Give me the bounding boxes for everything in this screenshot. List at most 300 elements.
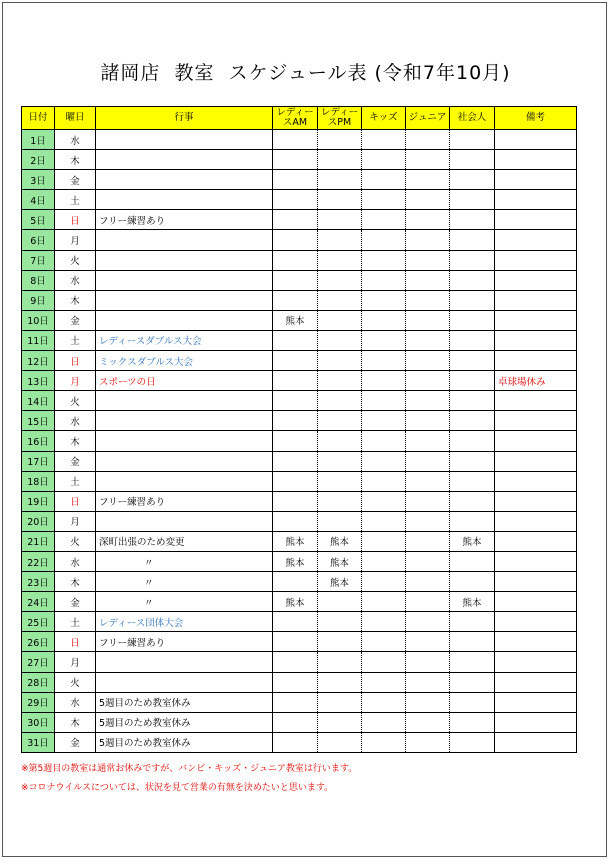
table-row [22, 351, 577, 371]
ladies-am-cell [273, 411, 318, 431]
remarks-cell [495, 732, 577, 752]
junior-cell [406, 210, 450, 230]
adult-cell [450, 411, 495, 431]
kids-cell [362, 391, 406, 411]
event-cell [96, 672, 273, 692]
day-cell: 27日 [22, 652, 55, 672]
day-cell: 8日 [22, 270, 55, 290]
table-row [22, 250, 577, 270]
event-cell: レディースダブルス大会 [96, 330, 273, 350]
ladies-am-cell [273, 170, 318, 190]
ladies-am-cell [273, 471, 318, 491]
ladies-pm-cell [318, 451, 362, 471]
remarks-cell [495, 411, 577, 431]
event-cell [96, 250, 273, 270]
table-row [22, 310, 577, 330]
ladies-am-cell [273, 190, 318, 210]
day-cell: 7日 [22, 250, 55, 270]
table-row [22, 491, 577, 511]
kids-cell [362, 491, 406, 511]
junior-cell [406, 471, 450, 491]
adult-cell [450, 572, 495, 592]
junior-cell [406, 351, 450, 371]
day-cell: 20日 [22, 511, 55, 531]
remarks-cell [495, 290, 577, 310]
ladies-am-cell [273, 130, 318, 150]
kids-cell [362, 170, 406, 190]
junior-cell [406, 170, 450, 190]
junior-cell [406, 150, 450, 170]
kids-cell [362, 672, 406, 692]
kids-cell [362, 551, 406, 571]
adult-cell [450, 210, 495, 230]
event-cell [96, 150, 273, 170]
kids-cell [362, 150, 406, 170]
remarks-cell [495, 230, 577, 250]
ladies-am-cell [273, 210, 318, 230]
remarks-cell [495, 351, 577, 371]
remarks-cell [495, 210, 577, 230]
day-cell: 19日 [22, 491, 55, 511]
kids-cell [362, 310, 406, 330]
header-remarks: 備考 [495, 107, 577, 130]
remarks-cell [495, 270, 577, 290]
ladies-am-cell: 熊本 [273, 531, 318, 551]
table-row [22, 551, 577, 571]
ladies-pm-cell [318, 491, 362, 511]
weekday-cell: 木 [55, 712, 96, 732]
junior-cell [406, 391, 450, 411]
ladies-pm-cell [318, 230, 362, 250]
junior-cell [406, 592, 450, 612]
kids-cell [362, 652, 406, 672]
day-cell: 18日 [22, 471, 55, 491]
ladies-pm-cell [318, 471, 362, 491]
event-cell: 5週目のため教室休み [96, 712, 273, 732]
table-row [22, 130, 577, 150]
adult-cell [450, 451, 495, 471]
table-row [22, 572, 577, 592]
weekday-cell: 日 [55, 351, 96, 371]
table-row [22, 391, 577, 411]
table-header-row [22, 107, 577, 130]
adult-cell [450, 190, 495, 210]
remarks-cell [495, 572, 577, 592]
remarks-cell [495, 672, 577, 692]
weekday-cell: 水 [55, 411, 96, 431]
junior-cell [406, 290, 450, 310]
weekday-cell: 土 [55, 612, 96, 632]
ladies-am-cell [273, 491, 318, 511]
weekday-cell: 火 [55, 250, 96, 270]
header-ladies-am: レディー スAM [273, 107, 318, 130]
table-row [22, 672, 577, 692]
day-cell: 3日 [22, 170, 55, 190]
footnote-coronavirus: ※コロナウイルスについては、状況を見て営業の有無を決めたいと思います。 [21, 783, 334, 793]
kids-cell [362, 371, 406, 391]
ladies-pm-cell [318, 612, 362, 632]
kids-cell [362, 230, 406, 250]
day-cell: 28日 [22, 672, 55, 692]
adult-cell [450, 371, 495, 391]
table-row [22, 531, 577, 551]
adult-cell [450, 732, 495, 752]
weekday-cell: 金 [55, 451, 96, 471]
adult-cell [450, 290, 495, 310]
day-cell: 16日 [22, 431, 55, 451]
table-row [22, 431, 577, 451]
ladies-am-cell [273, 672, 318, 692]
day-cell: 21日 [22, 531, 55, 551]
event-cell: 5週目のため教室休み [96, 732, 273, 752]
header-adult: 社会人 [450, 107, 495, 130]
kids-cell [362, 511, 406, 531]
kids-cell [362, 572, 406, 592]
remarks-cell [495, 592, 577, 612]
remarks-cell [495, 612, 577, 632]
ladies-am-cell [273, 270, 318, 290]
day-cell: 2日 [22, 150, 55, 170]
table-row [22, 692, 577, 712]
table-row [22, 270, 577, 290]
ladies-pm-cell [318, 692, 362, 712]
weekday-cell: 火 [55, 672, 96, 692]
footnote-5th-week: ※第5週目の教室は通常お休みですが、バンビ・キッズ・ジュニア教室は行います。 [21, 764, 358, 774]
kids-cell [362, 712, 406, 732]
weekday-cell: 日 [55, 491, 96, 511]
remarks-cell [495, 692, 577, 712]
weekday-cell: 金 [55, 310, 96, 330]
remarks-cell [495, 471, 577, 491]
weekday-cell: 土 [55, 471, 96, 491]
day-cell: 9日 [22, 290, 55, 310]
junior-cell [406, 491, 450, 511]
event-cell: 深町出張のため変更 [96, 531, 273, 551]
junior-cell [406, 652, 450, 672]
event-cell [96, 270, 273, 290]
event-cell [96, 170, 273, 190]
weekday-cell: 水 [55, 270, 96, 290]
weekday-cell: 月 [55, 371, 96, 391]
ladies-pm-cell [318, 431, 362, 451]
remarks-cell [495, 190, 577, 210]
ladies-pm-cell [318, 652, 362, 672]
day-cell: 12日 [22, 351, 55, 371]
weekday-cell: 火 [55, 391, 96, 411]
ladies-pm-cell [318, 150, 362, 170]
ladies-am-cell [273, 371, 318, 391]
header-event: 行事 [96, 107, 273, 130]
kids-cell [362, 692, 406, 712]
junior-cell [406, 551, 450, 571]
adult-cell [450, 712, 495, 732]
table-row [22, 230, 577, 250]
junior-cell [406, 330, 450, 350]
ladies-pm-cell [318, 732, 362, 752]
ladies-pm-cell: 熊本 [318, 572, 362, 592]
table-row [22, 210, 577, 230]
adult-cell [450, 672, 495, 692]
junior-cell [406, 230, 450, 250]
weekday-cell: 日 [55, 210, 96, 230]
header-kids: キッズ [362, 107, 406, 130]
remarks-cell [495, 712, 577, 732]
ladies-pm-cell [318, 290, 362, 310]
junior-cell [406, 411, 450, 431]
junior-cell [406, 451, 450, 471]
ladies-pm-cell [318, 712, 362, 732]
table-row [22, 451, 577, 471]
ladies-am-cell [273, 330, 318, 350]
weekday-cell: 水 [55, 692, 96, 712]
event-cell: 〃 [96, 572, 273, 592]
event-cell: フリー練習あり [96, 632, 273, 652]
remarks-cell [495, 330, 577, 350]
header-day: 日付 [22, 107, 55, 130]
ladies-pm-cell [318, 592, 362, 612]
day-cell: 25日 [22, 612, 55, 632]
remarks-cell [495, 170, 577, 190]
event-cell [96, 230, 273, 250]
weekday-cell: 木 [55, 572, 96, 592]
table-row [22, 170, 577, 190]
remarks-cell [495, 551, 577, 571]
day-cell: 13日 [22, 371, 55, 391]
event-cell: 〃 [96, 592, 273, 612]
weekday-cell: 木 [55, 150, 96, 170]
remarks-cell [495, 250, 577, 270]
ladies-am-cell [273, 572, 318, 592]
event-cell [96, 511, 273, 531]
table-row [22, 732, 577, 752]
ladies-am-cell [273, 431, 318, 451]
ladies-pm-cell [318, 210, 362, 230]
remarks-cell [495, 130, 577, 150]
day-cell: 5日 [22, 210, 55, 230]
ladies-am-cell [273, 612, 318, 632]
event-cell [96, 471, 273, 491]
event-cell [96, 652, 273, 672]
adult-cell [450, 612, 495, 632]
adult-cell [450, 551, 495, 571]
kids-cell [362, 210, 406, 230]
table-row [22, 612, 577, 632]
adult-cell [450, 652, 495, 672]
ladies-am-cell [273, 290, 318, 310]
event-cell: スポーツの日 [96, 371, 273, 391]
event-cell: フリー練習あり [96, 491, 273, 511]
table-row [22, 712, 577, 732]
weekday-cell: 金 [55, 592, 96, 612]
table-row [22, 592, 577, 612]
ladies-pm-cell [318, 170, 362, 190]
junior-cell [406, 632, 450, 652]
ladies-am-cell [273, 712, 318, 732]
day-cell: 1日 [22, 130, 55, 150]
table-row [22, 330, 577, 350]
day-cell: 23日 [22, 572, 55, 592]
page-title: 諸岡店 教室 スケジュール表 (令和7年10月) [100, 62, 511, 84]
ladies-pm-cell [318, 351, 362, 371]
remarks-cell [495, 391, 577, 411]
adult-cell [450, 250, 495, 270]
ladies-pm-cell: 熊本 [318, 551, 362, 571]
ladies-am-cell [273, 391, 318, 411]
table-row [22, 411, 577, 431]
ladies-am-cell [273, 732, 318, 752]
ladies-am-cell [273, 351, 318, 371]
ladies-am-cell [273, 692, 318, 712]
adult-cell [450, 130, 495, 150]
adult-cell [450, 471, 495, 491]
kids-cell [362, 411, 406, 431]
day-cell: 30日 [22, 712, 55, 732]
event-cell [96, 310, 273, 330]
junior-cell [406, 270, 450, 290]
junior-cell [406, 310, 450, 330]
day-cell: 26日 [22, 632, 55, 652]
table-row [22, 511, 577, 531]
ladies-am-cell [273, 511, 318, 531]
weekday-cell: 土 [55, 190, 96, 210]
weekday-cell: 日 [55, 632, 96, 652]
ladies-am-cell [273, 632, 318, 652]
adult-cell [450, 632, 495, 652]
kids-cell [362, 451, 406, 471]
weekday-cell: 水 [55, 551, 96, 571]
junior-cell [406, 531, 450, 551]
junior-cell [406, 672, 450, 692]
adult-cell [450, 491, 495, 511]
header-ladies-pm: レディー スPM [318, 107, 362, 130]
ladies-am-cell: 熊本 [273, 310, 318, 330]
weekday-cell: 土 [55, 330, 96, 350]
kids-cell [362, 592, 406, 612]
kids-cell [362, 190, 406, 210]
event-cell [96, 130, 273, 150]
event-cell: フリー練習あり [96, 210, 273, 230]
ladies-pm-cell [318, 672, 362, 692]
ladies-am-cell [273, 250, 318, 270]
ladies-pm-cell [318, 391, 362, 411]
junior-cell [406, 250, 450, 270]
junior-cell [406, 572, 450, 592]
schedule-table [21, 106, 577, 753]
ladies-pm-cell [318, 371, 362, 391]
kids-cell [362, 471, 406, 491]
ladies-pm-cell [318, 632, 362, 652]
event-cell [96, 431, 273, 451]
event-cell [96, 290, 273, 310]
event-cell: 〃 [96, 551, 273, 571]
weekday-cell: 月 [55, 511, 96, 531]
event-cell [96, 391, 273, 411]
weekday-cell: 木 [55, 431, 96, 451]
junior-cell [406, 371, 450, 391]
ladies-pm-cell [318, 130, 362, 150]
event-cell [96, 190, 273, 210]
table-row [22, 290, 577, 310]
adult-cell [450, 351, 495, 371]
kids-cell [362, 330, 406, 350]
weekday-cell: 月 [55, 230, 96, 250]
remarks-cell [495, 652, 577, 672]
day-cell: 4日 [22, 190, 55, 210]
event-cell: ミックスダブルス大会 [96, 351, 273, 371]
day-cell: 31日 [22, 732, 55, 752]
kids-cell [362, 732, 406, 752]
ladies-pm-cell [318, 511, 362, 531]
adult-cell [450, 692, 495, 712]
adult-cell: 熊本 [450, 592, 495, 612]
kids-cell [362, 431, 406, 451]
table-row [22, 471, 577, 491]
event-cell: 5週目のため教室休み [96, 692, 273, 712]
remarks-cell [495, 531, 577, 551]
adult-cell [450, 150, 495, 170]
remarks-cell [495, 431, 577, 451]
day-cell: 6日 [22, 230, 55, 250]
ladies-pm-cell: 熊本 [318, 531, 362, 551]
ladies-pm-cell [318, 270, 362, 290]
remarks-cell [495, 310, 577, 330]
junior-cell [406, 190, 450, 210]
ladies-am-cell [273, 230, 318, 250]
table-row [22, 652, 577, 672]
event-cell [96, 451, 273, 471]
remarks-cell: 卓球場休み [495, 371, 577, 391]
day-cell: 22日 [22, 551, 55, 571]
remarks-cell [495, 511, 577, 531]
day-cell: 14日 [22, 391, 55, 411]
adult-cell [450, 511, 495, 531]
table-row [22, 371, 577, 391]
kids-cell [362, 531, 406, 551]
event-cell [96, 411, 273, 431]
table-row [22, 150, 577, 170]
junior-cell [406, 511, 450, 531]
ladies-pm-cell [318, 330, 362, 350]
ladies-pm-cell [318, 310, 362, 330]
remarks-cell [495, 451, 577, 471]
weekday-cell: 月 [55, 652, 96, 672]
day-cell: 15日 [22, 411, 55, 431]
ladies-am-cell: 熊本 [273, 592, 318, 612]
weekday-cell: 水 [55, 130, 96, 150]
adult-cell [450, 391, 495, 411]
weekday-cell: 木 [55, 290, 96, 310]
remarks-cell [495, 491, 577, 511]
ladies-pm-cell [318, 411, 362, 431]
adult-cell [450, 270, 495, 290]
adult-cell [450, 431, 495, 451]
adult-cell [450, 330, 495, 350]
day-cell: 17日 [22, 451, 55, 471]
junior-cell [406, 612, 450, 632]
kids-cell [362, 612, 406, 632]
adult-cell: 熊本 [450, 531, 495, 551]
junior-cell [406, 431, 450, 451]
remarks-cell [495, 632, 577, 652]
kids-cell [362, 250, 406, 270]
weekday-cell: 金 [55, 732, 96, 752]
ladies-am-cell [273, 652, 318, 672]
remarks-cell [495, 150, 577, 170]
ladies-am-cell: 熊本 [273, 551, 318, 571]
event-cell: レディース団体大会 [96, 612, 273, 632]
ladies-am-cell [273, 150, 318, 170]
kids-cell [362, 351, 406, 371]
